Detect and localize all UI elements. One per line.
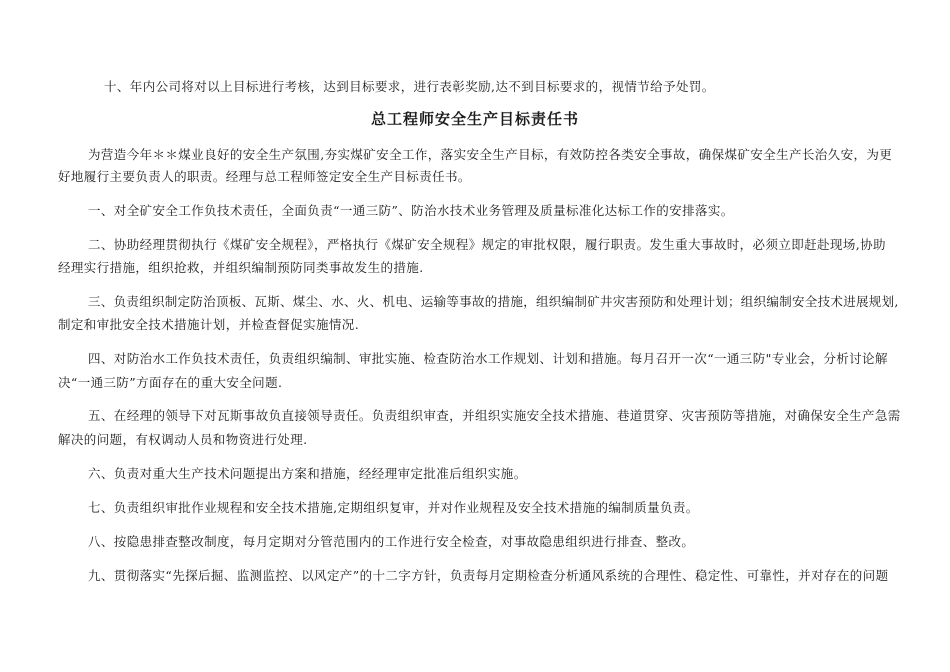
paragraph-line: 二、协助经理贯彻执行《煤矿安全规程》，严格执行《煤矿安全规程》规定的审批权限，履行职责。发生重大事故时，必须立即赶赴现场,协助 [88,237,886,252]
paragraph-line: 制定和审批安全技术措施计划，并检查督促实施情况. [58,317,360,332]
intro-paragraph: 十、年内公司将对以上目标进行考核，达到目标要求，进行表彰奖励,达不到目标要求的，视情节给予处罚。 [104,79,715,94]
paragraph-line: 一、对全矿安全工作负技术责任，全面负责“一通三防”、防治水技术业务管理及质量标准化达标工作的安排落实。 [88,203,734,218]
document-title: 总工程师安全生产目标责任书 [370,110,579,128]
paragraph-line: 为营造今年＊＊煤业良好的安全生产氛围,夯实煤矿安全工作，落实安全生产目标，有效防控各类安全事故，确保煤矿安全生产长治久安，为更 [88,147,893,162]
paragraph-line: 七、负责组织审批作业规程和安全技术措施,定期组织复审，并对作业规程及安全技术措施的编制质量负责。 [88,500,699,515]
paragraph-line: 经理实行措施，组织抢救，并组织编制预防同类事故发生的措施. [58,260,424,275]
paragraph-line: 八、按隐患排查整改制度，每月定期对分管范围内的工作进行安全检查，对事故隐患组织进行排查、整改。 [88,534,695,549]
paragraph-line: 解决的问题，有权调动人员和物资进行处理. [58,432,308,447]
paragraph-line: 五、在经理的领导下对瓦斯事故负直接领导责任。负责组织审查，并组织实施安全技术措施、巷道贯穿、灾害预防等措施，对确保安全生产急需 [88,408,901,423]
paragraph-line: 四、对防治水工作负技术责任，负责组织编制、审批实施、检查防治水工作规划、计划和措施。每月召开一次“一通三防"专业会，分析讨论解 [88,351,888,366]
paragraph-line: 九、贯彻落实“先探后掘、监测监控、以风定产”的十二字方针，负责每月定期检查分析通风系统的合理性、稳定性、可靠性，并对存在的问题 [88,568,889,583]
paragraph-line: 六、负责对重大生产技术问题提出方案和措施，经经理审定批准后组织实施。 [88,466,527,481]
paragraph-line: 好地履行主要负责人的职责。经理与总工程师签定安全生产目标责任书。 [58,169,471,184]
paragraph-line: 三、负责组织制定防治顶板、瓦斯、煤尘、水、火、机电、运输等事故的措施，组织编制矿井灾害预防和处理计划；组织编制安全技术进展规划, [88,294,899,309]
paragraph-line: 决“一通三防”方面存在的重大安全问题. [58,375,283,390]
